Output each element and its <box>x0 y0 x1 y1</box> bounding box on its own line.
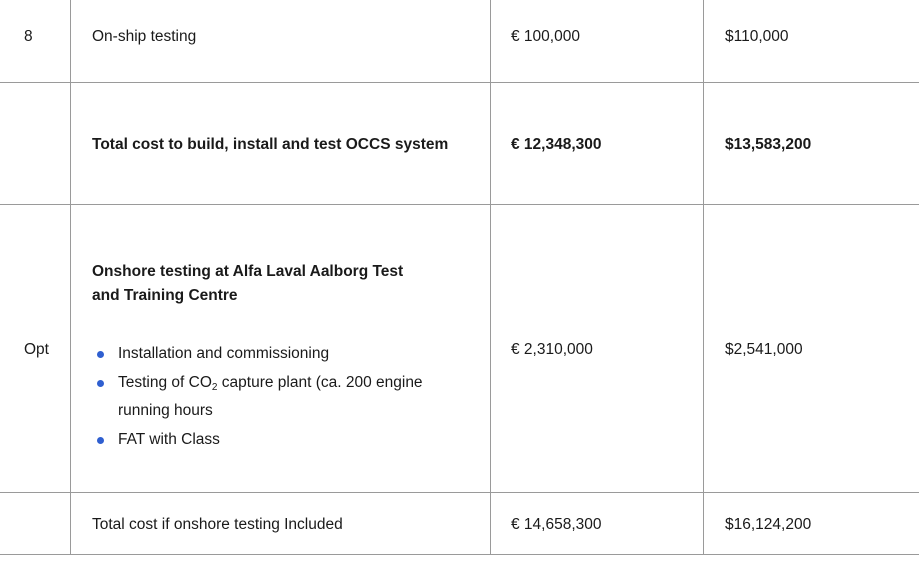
bullet-icon <box>97 437 104 444</box>
list-item <box>92 426 472 455</box>
row-3-number: Opt <box>24 341 49 358</box>
bullet-icon <box>97 351 104 358</box>
row-divider-3 <box>0 492 919 493</box>
row-1-description: On-ship testing <box>92 28 197 45</box>
column-divider-2 <box>490 0 491 555</box>
row-1-number: 8 <box>24 28 33 45</box>
row-3-title: Onshore testing at Alfa Laval Aalborg Test and Training Centre <box>92 263 404 304</box>
row-4-description: Total cost if onshore testing Included <box>92 516 343 533</box>
row-divider-2 <box>0 204 919 205</box>
bullet-text-post: capture plant (ca. 200 engine running hours <box>118 373 423 419</box>
list-item <box>92 369 458 426</box>
row-2-eur-cost: € 12,348,300 <box>511 136 602 153</box>
bullet-text-pre: Testing of CO <box>118 373 212 391</box>
row-3-bullet-list <box>92 340 472 454</box>
row-4-usd-cost: $16,124,200 <box>725 516 812 533</box>
row-2-usd-cost: $13,583,200 <box>725 136 812 153</box>
row-3-description <box>92 260 472 454</box>
row-divider-1 <box>0 82 919 83</box>
bullet-text: Installation and commissioning <box>118 345 330 362</box>
row-1-usd-cost: $110,000 <box>725 28 789 45</box>
row-2-description: Total cost to build, install and test OCCS system <box>92 136 449 153</box>
column-divider-1 <box>70 0 71 555</box>
row-4-eur-cost: € 14,658,300 <box>511 516 602 533</box>
bullet-subscript: 2 <box>211 381 218 393</box>
column-divider-3 <box>703 0 704 555</box>
row-1-eur-cost: € 100,000 <box>511 28 580 45</box>
row-3-eur-cost: € 2,310,000 <box>511 341 593 358</box>
bullet-text: FAT with Class <box>118 430 220 448</box>
table-bottom-border <box>0 554 919 555</box>
list-item <box>92 340 472 369</box>
bullet-icon <box>97 380 104 387</box>
row-3-usd-cost: $2,541,000 <box>725 341 803 358</box>
